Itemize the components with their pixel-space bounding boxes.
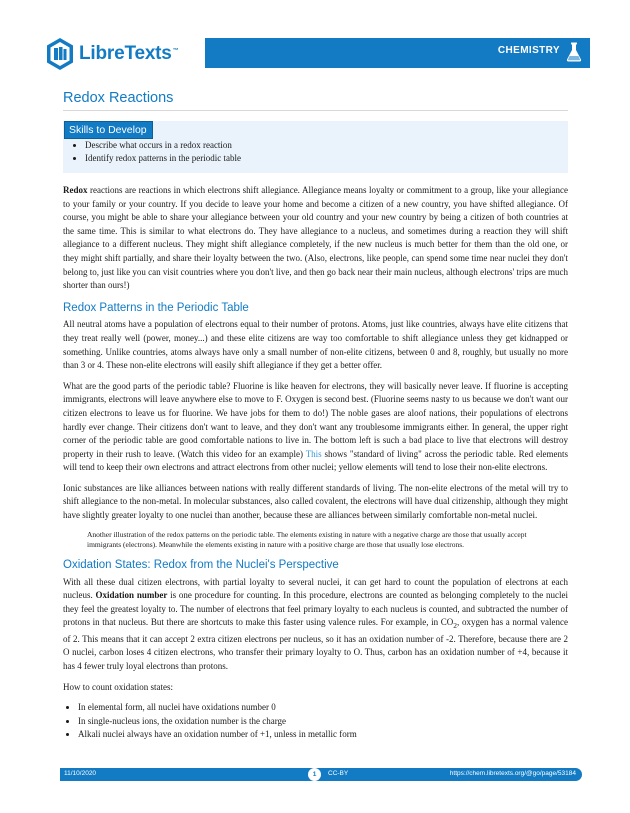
footer-bar (60, 768, 582, 781)
section-heading-redox-patterns: Redox Patterns in the Periodic Table (63, 301, 249, 314)
section-heading-oxidation-states: Oxidation States: Redox from the Nuclei's Perspective (63, 559, 339, 572)
intro-paragraph: Redox reactions are reactions in which electrons shift allegiance. Allegiance means loyalty or commitment to a group, like your allegiance to your family or your country. If you decide to leave your home and become a citizen of a new country, you have shifted allegiance. Of course, you might be able to share your allegiance between your old country and your new country by being a citizen of both countries at the same time. This is similar to what electrons do. They have allegiance to a nucleus, and sometimes during a reaction they will shift allegiance to a different nucleus. They might shift allegiance completely, if the new nucleus is much better for them than the old one, or they might shift partially, and share their loyalty between the two. (Also, electrons, like people, can spend some time near nuclei they don't belong to, just like you can visit countries where you don't live, and then go back near their main nucleus, although electrons' trips are much shorter than ours!) (63, 185, 568, 291)
skills-item: • Identify redox patterns in the periodic table (85, 152, 241, 165)
redox-term: Redox (63, 185, 88, 195)
libretexts-logo[interactable] (45, 34, 205, 74)
footer-date: 11/10/2020 (64, 770, 97, 777)
license-label: CC-BY (328, 770, 349, 777)
main-content (63, 184, 568, 742)
paragraph: How to count oxidation states: (63, 681, 173, 692)
oxidation-number-term: Oxidation number (95, 590, 168, 601)
skills-item: • Describe what occurs in a redox reaction (85, 139, 241, 152)
list-item: • In elemental form, all nuclei have oxidations number 0 (78, 701, 568, 715)
list-item: • Alkali nuclei always have an oxidation number of +1, unless in metallic form (78, 728, 568, 742)
figure-caption: Another illustration of the redox patterns on the periodic table. The elements existing in nature with a negative charge are those that usually accept immigrants (electrons). Meanwhile the elements existing in nature with a positive charge are those that usually lose electrons. (87, 529, 527, 549)
paragraph: All neutral atoms have a population of electrons equal to their number of protons. Atoms, just like countries, always have elite citizens that they treat really well (power, money...) and these elite citizens are way too comfortable to shift allegiance unless they get kidnapped or something. Unlike countries, atoms always have only a small number of non-elite citizens, between 0 and 8, roughly, but usually no more than 3 or 4. These non-elite electrons will easily shift allegiance if they get a better offer. (63, 319, 568, 371)
paragraph: With all these dual citizen electrons, with partial loyalty to several nuclei, it can get hard to count the population of electrons at each nucleus. Oxidation number is one procedure for counting. In this procedure, electrons are counted as belonging completely to the nuclei they feel the greatest loyalty to. The number of electrons that feel primary loyalty to each nucleus is counted, and subtracted the number of protons in that nucleus. But there are shortcuts to make this faster using valence rules. For example, in $CO_2$, oxygen has a normal valence of 2. This means that it can accept 2 extra citizen electrons per nucleus, so it has an oxidation number of -2. Therefore, because there are 2 O nuclei, carbon loses 4 citizen electrons, who transfer their primary loyalty to O. Thus, carbon has an oxidation number of +4, because it has 4 fewer truly loyal electrons than protons. (63, 576, 568, 672)
libretexts-logo-icon (45, 37, 75, 71)
paragraph: What are the good parts of the periodic table? Fluorine is like heaven for electrons, they will basically never leave. If fluorine is accepting immigrants, electrons will leave anywhere else to move to F. Oxygen is second best. (Fluorine seems nasty to us because we don't want our citizen electrons to leave us for fluorine. We have jobs for them to do!) The noble gases are aloof nations, their populations of electrons hardly ever change. Their citizens don't want to leave, and they don't want any troublesome immigrants either. In general, the upper right corner of the periodic table are good comfortable nations to live in. The bottom left is such a bad place to live that electrons will destroy property in their rush to leave. (Watch this video for an example) This shows "standard of living" across the periodic table. Red elements will tend to keep their own electrons and attract electrons from other nuclei; yellow elements will tend to lose their non-elite electrons. (63, 380, 568, 473)
paragraph: Ionic substances are like alliances between nations with really different standards of living. The non-elite electrons of the metal will try to shift allegiance to the non-metal. In molecular substances, also called covalent, the electrons will have dual citizenship, although they might have slightly greater loyalty to one nuclei than another, because these are alliances between similarly comfortable non-metal nuclei. (63, 482, 568, 521)
page-number: 1 (308, 768, 321, 781)
skills-box (63, 121, 568, 173)
oxidation-rules-list (63, 701, 568, 742)
video-link[interactable]: This (305, 448, 322, 459)
logo-text: LibreTexts™ (79, 43, 179, 64)
skills-list (63, 139, 241, 165)
subject-label: CHEMISTRY (497, 45, 560, 56)
list-item: • In single-nucleus ions, the oxidation number is the charge (78, 715, 568, 729)
skills-tag: Skills to Develop (64, 121, 153, 139)
page-title: Redox Reactions (63, 90, 568, 111)
page-url-link[interactable]: https://chem.libretexts.org/@go/page/53184 (449, 770, 576, 777)
flask-icon (566, 42, 582, 62)
